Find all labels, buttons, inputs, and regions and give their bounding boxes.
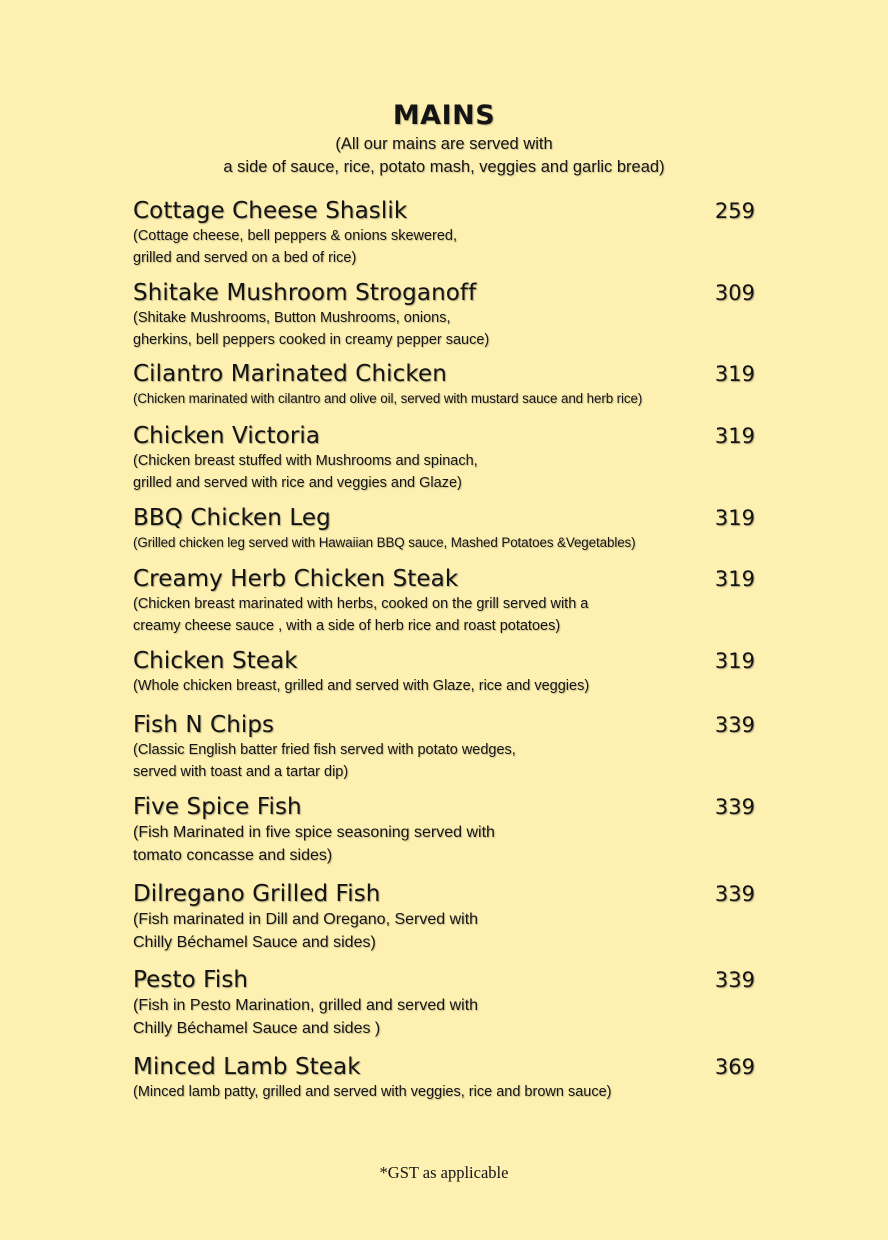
item-description: (Grilled chicken leg served with Hawaiian BBQ sauce, Mashed Potatoes &Vegetables) [133, 535, 636, 550]
menu-item [133, 504, 755, 554]
item-name: Chicken Steak [133, 648, 298, 674]
item-description: served with toast and a tartar dip) [133, 764, 349, 780]
item-price: 319 [714, 649, 755, 673]
item-name: Creamy Herb Chicken Steak [133, 566, 459, 592]
item-name: Fish N Chips [133, 712, 275, 738]
item-description: (Fish Marinated in five spice seasoning served with [133, 824, 495, 841]
item-description: (Chicken marinated with cilantro and olive oil, served with mustard sauce and herb rice) [133, 391, 643, 406]
item-description: (Chicken breast marinated with herbs, cooked on the grill served with a [133, 596, 589, 612]
item-price: 319 [714, 424, 755, 448]
section-subtitle-line-1: (All our mains are served with [335, 135, 553, 153]
item-description: tomato concasse and sides) [133, 847, 333, 864]
item-name: Five Spice Fish [133, 794, 302, 820]
item-description: (Fish marinated in Dill and Oregano, Served with [133, 911, 479, 928]
menu-item [133, 197, 755, 269]
item-name: BBQ Chicken Leg [133, 505, 331, 531]
item-name: Minced Lamb Steak [133, 1054, 361, 1080]
item-price: 339 [714, 968, 755, 992]
item-description: Chilly Béchamel Sauce and sides) [133, 934, 376, 951]
item-name: Chicken Victoria [133, 423, 321, 449]
menu-item [133, 793, 755, 867]
item-description: (Cottage cheese, bell peppers & onions skewered, [133, 228, 458, 244]
gst-note: *GST as applicable [379, 1163, 509, 1182]
item-name: Shitake Mushroom Stroganoff [133, 280, 477, 306]
item-price: 319 [714, 362, 755, 386]
item-name: Pesto Fish [133, 967, 249, 993]
item-description: (Shitake Mushrooms, Button Mushrooms, onions, [133, 310, 451, 326]
item-price: 339 [714, 713, 755, 737]
item-description: (Fish in Pesto Marination, grilled and served with [133, 997, 479, 1014]
menu-item [133, 966, 755, 1040]
menu-item [133, 422, 755, 494]
item-description: grilled and served with rice and veggies and Glaze) [133, 475, 462, 491]
item-description: (Minced lamb patty, grilled and served with veggies, rice and brown sauce) [133, 1084, 612, 1100]
section-subtitle-line-2: a side of sauce, rice, potato mash, veggies and garlic bread) [223, 158, 665, 176]
item-price: 319 [714, 567, 755, 591]
section-title: MAINS [392, 100, 496, 131]
menu-item [133, 711, 755, 783]
menu-item [133, 279, 755, 351]
menu-item [133, 1053, 755, 1103]
item-description: (Whole chicken breast, grilled and served with Glaze, rice and veggies) [133, 678, 590, 694]
item-price: 319 [714, 506, 755, 530]
item-price: 339 [714, 795, 755, 819]
item-price: 309 [714, 281, 755, 305]
item-description: gherkins, bell peppers cooked in creamy pepper sauce) [133, 332, 490, 348]
menu-item [133, 647, 755, 697]
item-name: Cottage Cheese Shaslik [133, 198, 408, 224]
item-price: 369 [714, 1055, 755, 1079]
item-name: Cilantro Marinated Chicken [133, 361, 447, 387]
menu-item [133, 360, 755, 410]
item-description: creamy cheese sauce , with a side of herb rice and roast potatoes) [133, 618, 561, 634]
item-price: 259 [714, 199, 755, 223]
item-description: (Chicken breast stuffed with Mushrooms and spinach, [133, 453, 478, 469]
menu-item [133, 565, 755, 637]
item-name: Dilregano Grilled Fish [133, 881, 381, 907]
item-description: (Classic English batter fried fish served with potato wedges, [133, 742, 516, 758]
item-description: Chilly Béchamel Sauce and sides ) [133, 1020, 381, 1037]
menu-header [0, 100, 888, 178]
item-price: 339 [714, 882, 755, 906]
menu-item [133, 880, 755, 954]
item-description: grilled and served on a bed of rice) [133, 250, 357, 266]
